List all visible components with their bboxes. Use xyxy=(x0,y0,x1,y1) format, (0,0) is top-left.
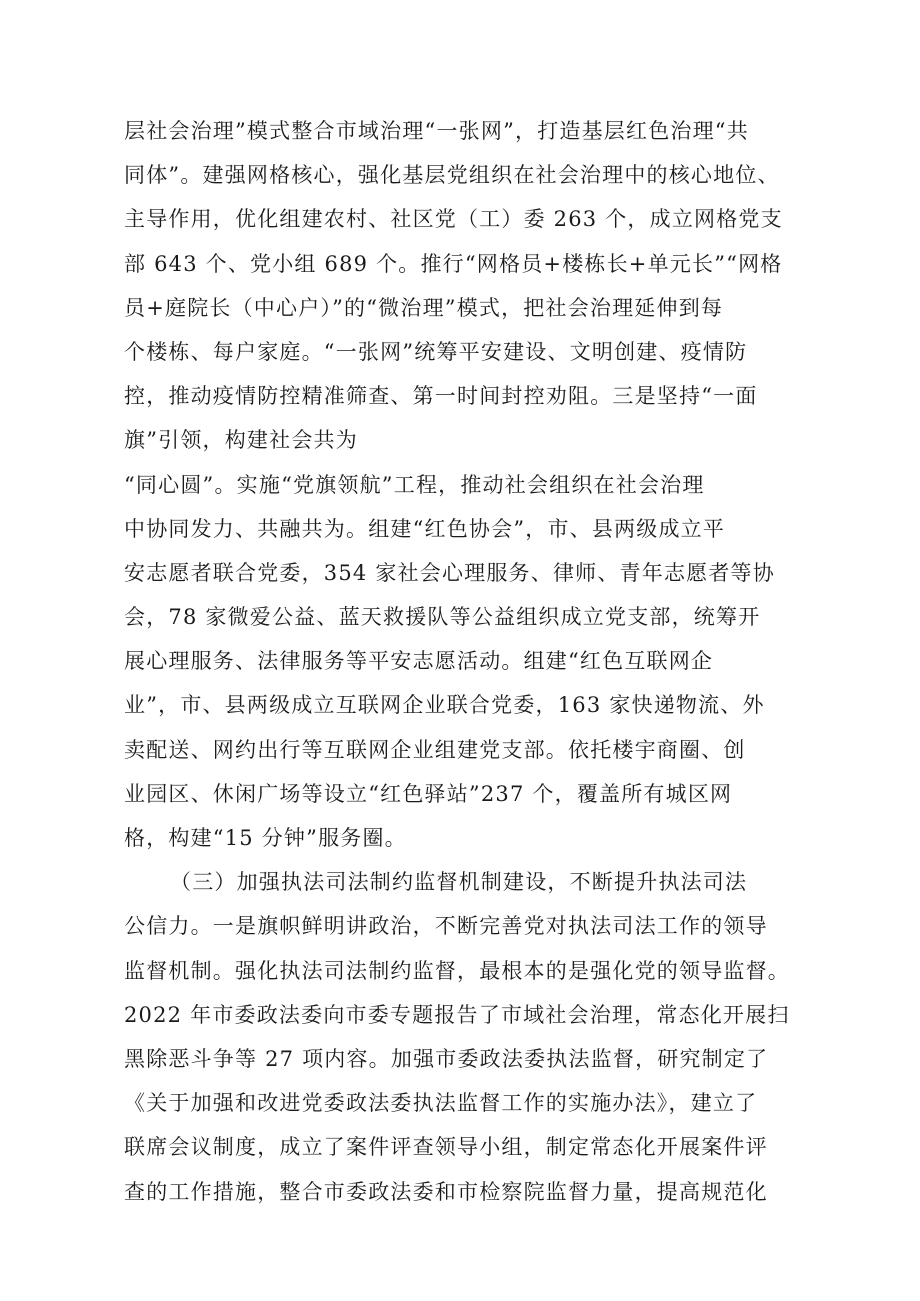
text-line: 员+庭院长（中心户）”的“微治理”模式，把社会治理延伸到每 xyxy=(124,295,724,320)
text-line: 公信力。一是旗帜鲜明讲政治，不断完善党对执法司法工作的领导 xyxy=(124,914,768,939)
text-line: 中协同发力、共融共为。组建“红色协会”，市、县两级成立平 xyxy=(124,516,726,541)
text-line: 业园区、休闲广场等设立“红色驿站”237 个，覆盖所有城区网 xyxy=(124,781,733,806)
text-line: 控，推动疫情防控精准筛查、第一时间封控劝阻。三是坚持“一面 xyxy=(124,384,758,409)
text-line: 格，构建“15 分钟”服务圈。 xyxy=(124,826,407,850)
text-line: 展心理服务、法律服务等平安志愿活动。组建“红色互联网企 xyxy=(124,649,714,674)
text-line: 黑除恶斗争等 27 项内容。加强市委政法委执法监督，研究制定了 xyxy=(124,1046,769,1071)
text-line: 业”，市、县两级成立互联网企业联合党委，163 家快递物流、外 xyxy=(124,693,765,718)
text-line: 联席会议制度，成立了案件评查领导小组，制定常态化开展案件评 xyxy=(124,1135,768,1160)
text-line: 查的工作措施，整合市委政法委和市检察院监督力量，提高规范化 xyxy=(124,1179,768,1204)
text-line: 个楼栋、每户家庭。“一张网”统筹平安建设、文明创建、疫情防 xyxy=(124,339,748,364)
text-line: 层社会治理”模式整合市域治理“一张网”，打造基层红色治理“共 xyxy=(124,119,749,143)
section-heading-line: （三）加强执法司法制约监督机制建设，不断提升执法司法 xyxy=(170,870,748,895)
text-line: “同心圆”。实施“党旗领航”工程，推动社会组织在社会治理 xyxy=(124,472,705,497)
text-line: 《关于加强和改进党委政法委执法监督工作的实施办法》，建立了 xyxy=(124,1091,758,1116)
text-line: 部 643 个、党小组 689 个。推行“网格员+楼栋长+单元长”“网格 xyxy=(124,251,783,276)
text-line: 安志愿者联合党委，354 家社会心理服务、律师、青年志愿者等协 xyxy=(124,560,775,585)
text-line: 监督机制。强化执法司法制约监督，最根本的是强化党的领导监督。 xyxy=(124,958,790,983)
text-line: 卖配送、网约出行等互联网企业组建党支部。依托楼宇商圈、创 xyxy=(124,737,746,762)
text-line: 主导作用，优化组建农村、社区党（工）委 263 个，成立网格党支 xyxy=(124,207,783,232)
text-line: 2022 年市委政法委向市委专题报告了市域社会治理，常态化开展扫 xyxy=(124,1002,790,1027)
text-line: 会，78 家微爱公益、蓝天救援队等公益组织成立党支部，统筹开 xyxy=(124,605,761,630)
text-line: 旗”引领，构建社会共为 xyxy=(124,428,358,453)
text-line: 同体”。建强网格核心，强化基层党组织在社会治理中的核心地位、 xyxy=(124,163,780,188)
body-text xyxy=(124,109,800,1214)
